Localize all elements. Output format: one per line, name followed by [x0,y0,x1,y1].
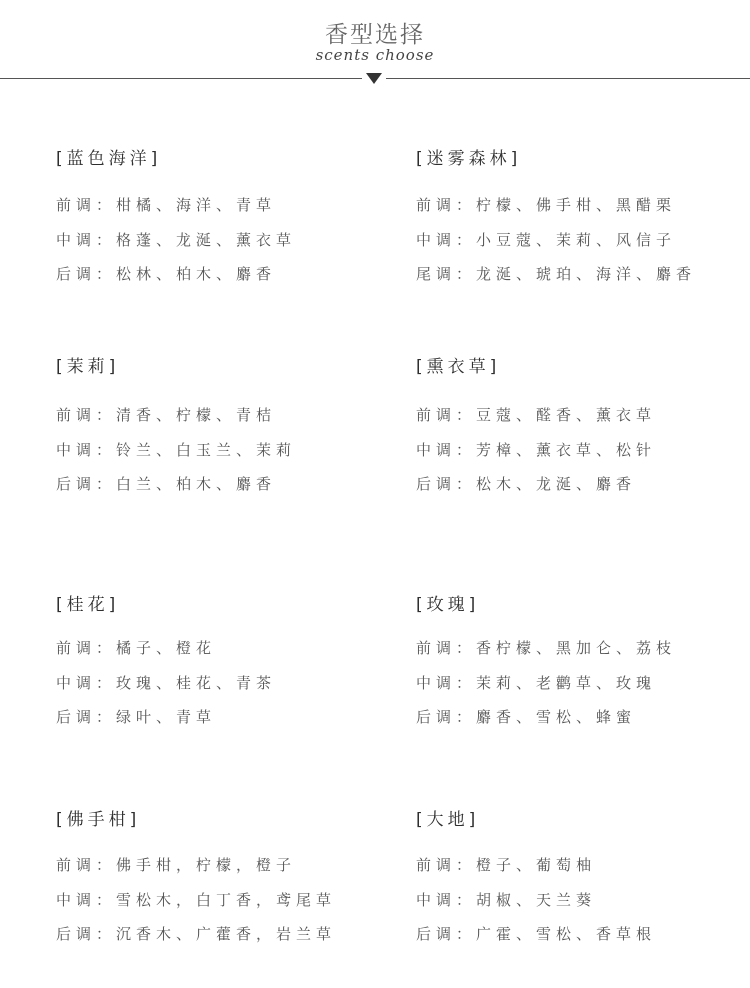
triangle-down-icon [366,73,382,84]
scent-title: [迷雾森林] [416,149,522,169]
scent-note-middle: 中调：雪松木，白丁香，鸢尾草 [56,891,337,909]
scent-title: [玫瑰] [416,595,480,615]
scent-note-base: 后调：广霍、雪松、香草根 [416,925,657,943]
scent-title: [桂花] [56,595,120,615]
divider-right [386,78,750,79]
scent-note-base: 后调：松木、龙涎、麝香 [416,475,637,493]
scent-note-middle: 中调：铃兰、白玉兰、茉莉 [56,441,297,459]
scent-title: [熏衣草] [416,357,501,377]
scent-title: [大地] [416,810,480,830]
scent-note-top: 前调：柑橘、海洋、青草 [56,196,277,214]
scent-note-top: 前调：香柠檬、黑加仑、荔枝 [416,639,677,657]
scent-note-base: 尾调：龙涎、琥珀、海洋、麝香 [416,265,697,283]
scent-note-base: 后调：沉香木、广藿香，岩兰草 [56,925,337,943]
page-title: 香型选择 [325,22,425,48]
scent-note-base: 后调：松林、柏木、麝香 [56,265,277,283]
scent-note-base: 后调：麝香、雪松、蜂蜜 [416,708,637,726]
scent-title: [佛手柑] [56,810,141,830]
scent-note-middle: 中调：玫瑰、桂花、青茶 [56,674,277,692]
page-subtitle: scents choose [315,46,435,64]
scent-block-earth [416,809,746,949]
scent-note-top: 前调：橘子、橙花 [56,639,217,657]
scent-note-middle: 中调：胡椒、天兰葵 [416,891,597,909]
scent-note-middle: 中调：格蓬、龙涎、薰衣草 [56,231,297,249]
scent-title: [蓝色海洋] [56,149,162,169]
scent-note-top: 前调：豆蔻、醛香、薰衣草 [416,406,657,424]
scent-note-top: 前调：佛手柑，柠檬，橙子 [56,856,297,874]
page-header [0,0,750,90]
divider-left [0,78,362,79]
scent-note-middle: 中调：芳樟、薰衣草、松针 [416,441,657,459]
scent-note-base: 后调：绿叶、青草 [56,708,217,726]
scent-note-top: 前调：清香、柠檬、青桔 [56,406,277,424]
scent-note-top: 前调：橙子、葡萄柚 [416,856,597,874]
scent-block-lavender [416,356,746,496]
scent-block-jasmine [56,356,376,496]
scent-block-osmanthus [56,594,376,734]
scent-note-middle: 中调：小豆蔻、茉莉、风信子 [416,231,677,249]
scent-block-bergamot [56,809,376,949]
scent-block-misty-forest [416,148,746,288]
scent-note-middle: 中调：茉莉、老鹳草、玫瑰 [416,674,657,692]
scent-block-rose [416,594,746,734]
scent-note-top: 前调：柠檬、佛手柑、黑醋栗 [416,196,677,214]
scent-note-base: 后调：白兰、柏木、麝香 [56,475,277,493]
scent-title: [茉莉] [56,357,120,377]
scent-block-blue-ocean [56,148,376,288]
